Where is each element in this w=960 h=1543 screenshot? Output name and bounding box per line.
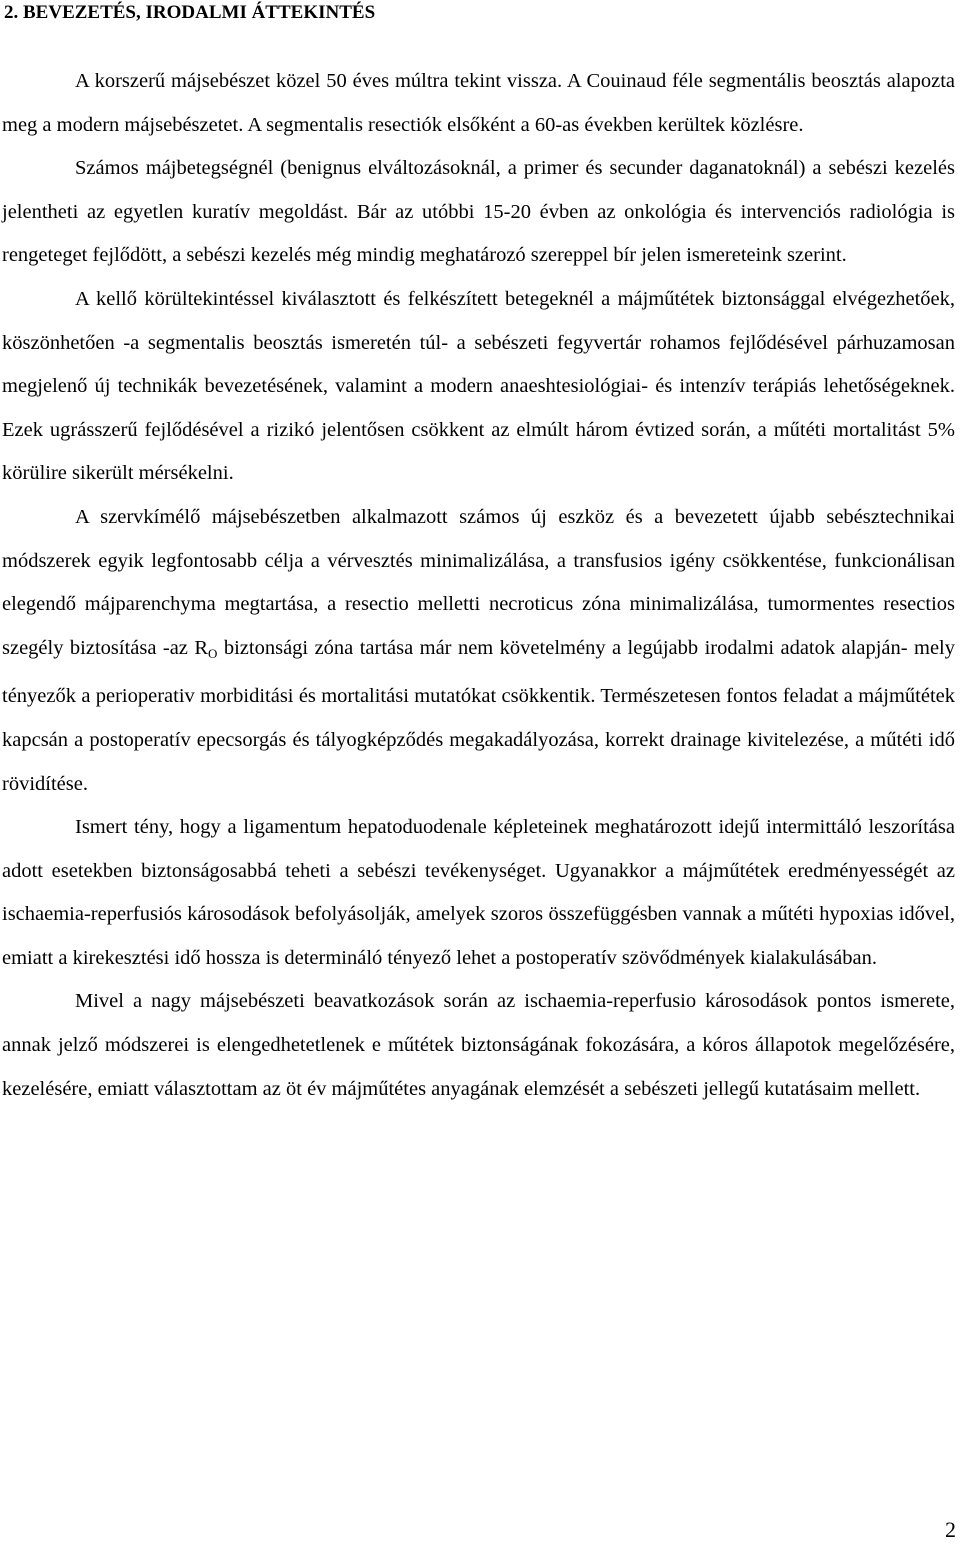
paragraph-1: A korszerű májsebészet közel 50 éves múltra tekint vissza. A Couinaud féle segmentális beosztás alapozta meg a modern májsebészetet. A segmentalis resectiók elsőként a 60-as években kerültek közlésre.	[2, 70, 955, 136]
page-number: 2	[945, 1517, 956, 1542]
paragraph-2: Számos májbetegségnél (benignus elváltozásoknál, a primer és secunder daganatoknál) a sebészi kezelés jelentheti az egyetlen kuratív megoldást. Bár az utóbbi 15-20 évben az onkológia és intervenciós radiológia is rengeteget fejlődött, a sebészi kezelés még mindig meghatározó szereppel bír jelen ismereteink szerint.	[2, 157, 955, 267]
paragraph-4	[2, 496, 955, 806]
paragraph-4-text-end: biztonsági zóna tartása már nem követelmény a legújabb irodalmi adatok alapján- mely tényezők a perioperativ morbiditási és mortalitási mutatókat csökkentik. Természetesen fontos feladat a májműtétek kapcsán a postoperatív epecsorgás és tályogképződés megakadályozása, korrekt drainage kivitelezése, a műtéti idő rövidítése.	[2, 636, 956, 795]
body-text	[2, 60, 955, 1111]
paragraph-4-text-start: A szervkímélő májsebészetben alkalmazott számos új eszköz és a bevezetett újabb sebésztechnikai módszerek egyik legfontosabb célja a vérvesztés minimalizálása, a transfusios igény csökkentése, funkcionálisan elegendő májparenchyma megtartása, a resectio melletti necroticus zóna minimalizálása, tumormentes resectios szegély biztosítása -az R	[2, 505, 955, 659]
paragraph-6: Mivel a nagy májsebészeti beavatkozások során az ischaemia-reperfusio károsodások pontos ismerete, annak jelző módszerei is elengedhetetlenek e műtétek biztonságának fokozására, a kóros állapotok megelőzésére, kezelésére, emiatt választottam az öt év májműtétes anyagának elemzését a sebészeti jellegű kutatásaim mellett.	[2, 990, 955, 1100]
paragraph-5: Ismert tény, hogy a ligamentum hepatoduodenale képleteinek meghatározott idejű intermittáló leszorítása adott esetekben biztonságosabbá teheti a sebészi tevékenységet. Ugyanakkor a májműtétek eredményességét az ischaemia-reperfusiós károsodások befolyásolják, amelyek szoros összefüggésben vannak a műtéti hypoxias idővel, emiatt a kirekesztési idő hossza is determináló tényező lehet a postoperatív szövődmények kialakulásában.	[2, 816, 955, 969]
paragraph-3: A kellő körültekintéssel kiválasztott és felkészített betegeknél a májműtétek biztonsággal elvégezhetőek, köszönhetően -a segmentalis beosztás ismeretén túl- a sebészeti fegyvertár rohamos fejlődésével párhuzamosan megjelenő új technikák bevezetésének, valamint a modern anaeshtesiológiai- és intenzív terápiás lehetőségeknek. Ezek ugrásszerű fejlődésével a rizikó jelentősen csökkent az elmúlt három évtized során, a műtéti mortalitást 5% körülire sikerült mérsékelni.	[2, 287, 955, 485]
subscript-o: O	[208, 645, 218, 661]
section-heading: 2. BEVEZETÉS, IRODALMI ÁTTEKINTÉS	[4, 2, 376, 23]
